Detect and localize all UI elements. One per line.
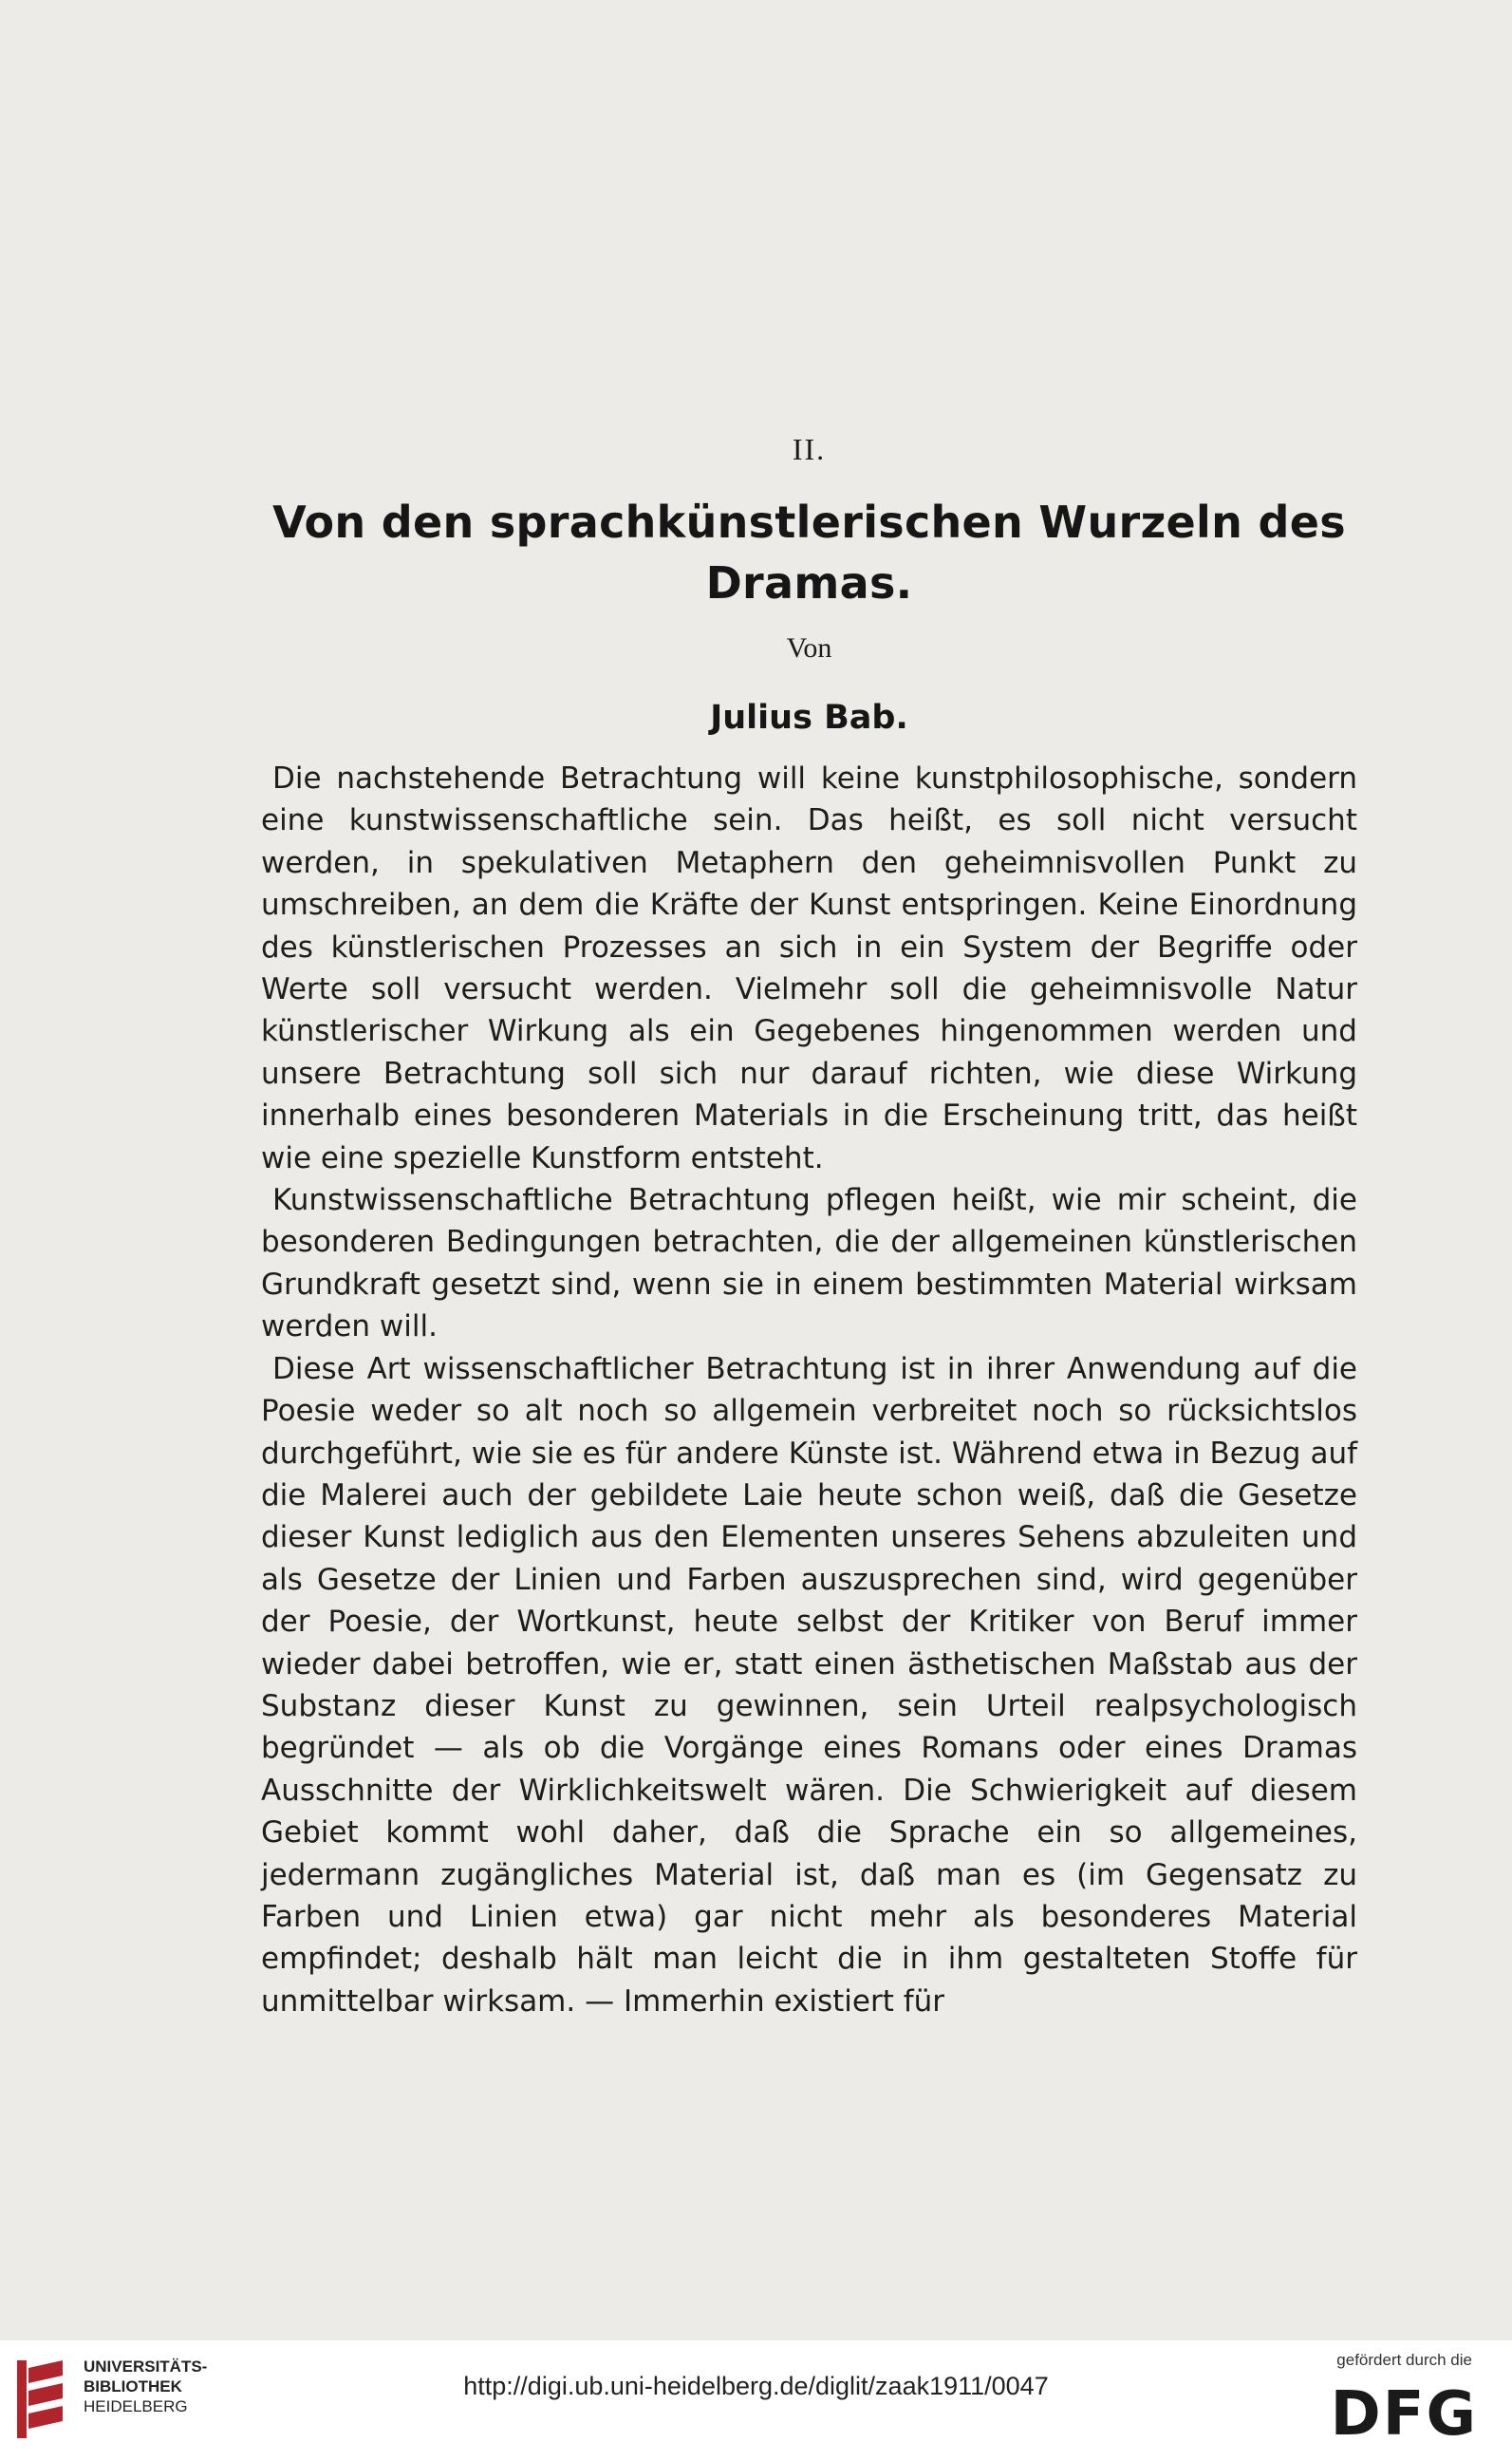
paragraph: Diese Art wissenschaftlicher Betrachtung ist in ihrer Anwendung auf die Poesie weder so alt noch so allgemein verbreitet noch so rücksichtslos durchgeführt, wie sie es für andere Künste ist. Während etwa in Bezug auf die Malerei auch der gebildete Laie heute schon weiß, daß die Gesetze dieser Kunst lediglich aus den Elementen unseres Sehens abzuleiten und als Gesetze der Linien und Farben auszusprechen sind, wird gegenüber der Poesie, der Wortkunst, heute selbst der Kritiker von Beruf immer wieder dabei betroffen, wie er, statt einen ästhetischen Maßstab aus der Substanz dieser Kunst zu gewinnen, sein Urteil realpsychologisch begründet — als ob die Vorgänge eines Romans oder eines Dramas Ausschnitte der Wirklichkeitswelt wären. Die Schwierigkeit auf diesem Gebiet kommt wohl daher, daß die Sprache ein so allgemeines, jedermann zugängliches Material ist, daß man es (im Gegensatz zu Farben und Linien etwa) gar nicht mehr als besonderes Material empfindet; deshalb hält man leicht die in ihm gestalteten Stoffe für unmittelbar wirksam. — Immerhin existiert für (261, 1351, 1357, 2019)
article-body (261, 758, 1357, 2022)
article-title-line-1: Von den sprachkünstlerischen Wurzeln des (272, 497, 1346, 548)
funder-caption: gefördert durch die (1336, 2351, 1472, 2369)
article-title-line-2: Dramas. (705, 557, 913, 609)
library-name-line-1: UNIVERSITÄTS- (84, 2358, 208, 2376)
byline-label: Von (786, 632, 832, 664)
paragraph: Kunstwissenschaftliche Betrachtung pflegen heißt, wie mir scheint, die besonderen Bedingungen betrachten, die der allgemeinen künstlerischen Grundkraft gesetzt sind, wenn sie in einem bestimmten Material wirksam werden will. (261, 1183, 1357, 1344)
dfg-logo: DFG (1330, 2379, 1478, 2450)
paragraph: Die nachstehende Betrachtung will keine kunstphilosophische, sondern eine kunstwissenschaftliche sein. Das heißt, es soll nicht versucht werden, in spekulativen Metaphern den geheimnisvollen Punkt zu umschreiben, an dem die Kräfte der Kunst entspringen. Keine Einordnung des künstlerischen Prozesses an sich in ein System der Begriffe oder Werte soll versucht werden. Vielmehr soll die geheimnisvolle Natur künstlerischer Wirkung als ein Gegebenes hingenommen werden und unsere Betrachtung soll sich nur darauf richten, wie diese Wirkung innerhalb eines besonderen Materials in die Erscheinung tritt, das heißt wie eine spezielle Kunstform entsteht. (261, 761, 1357, 1175)
author-name: Julius Bab. (710, 699, 908, 737)
library-name-line-2: BIBLIOTHEK (84, 2377, 182, 2395)
section-number: II. (792, 432, 827, 466)
library-name-line-3: HEIDELBERG (84, 2397, 188, 2415)
permalink-url[interactable]: http://digi.ub.uni-heidelberg.de/diglit/zaak1911/0047 (463, 2372, 1049, 2400)
article-title (252, 492, 1367, 613)
